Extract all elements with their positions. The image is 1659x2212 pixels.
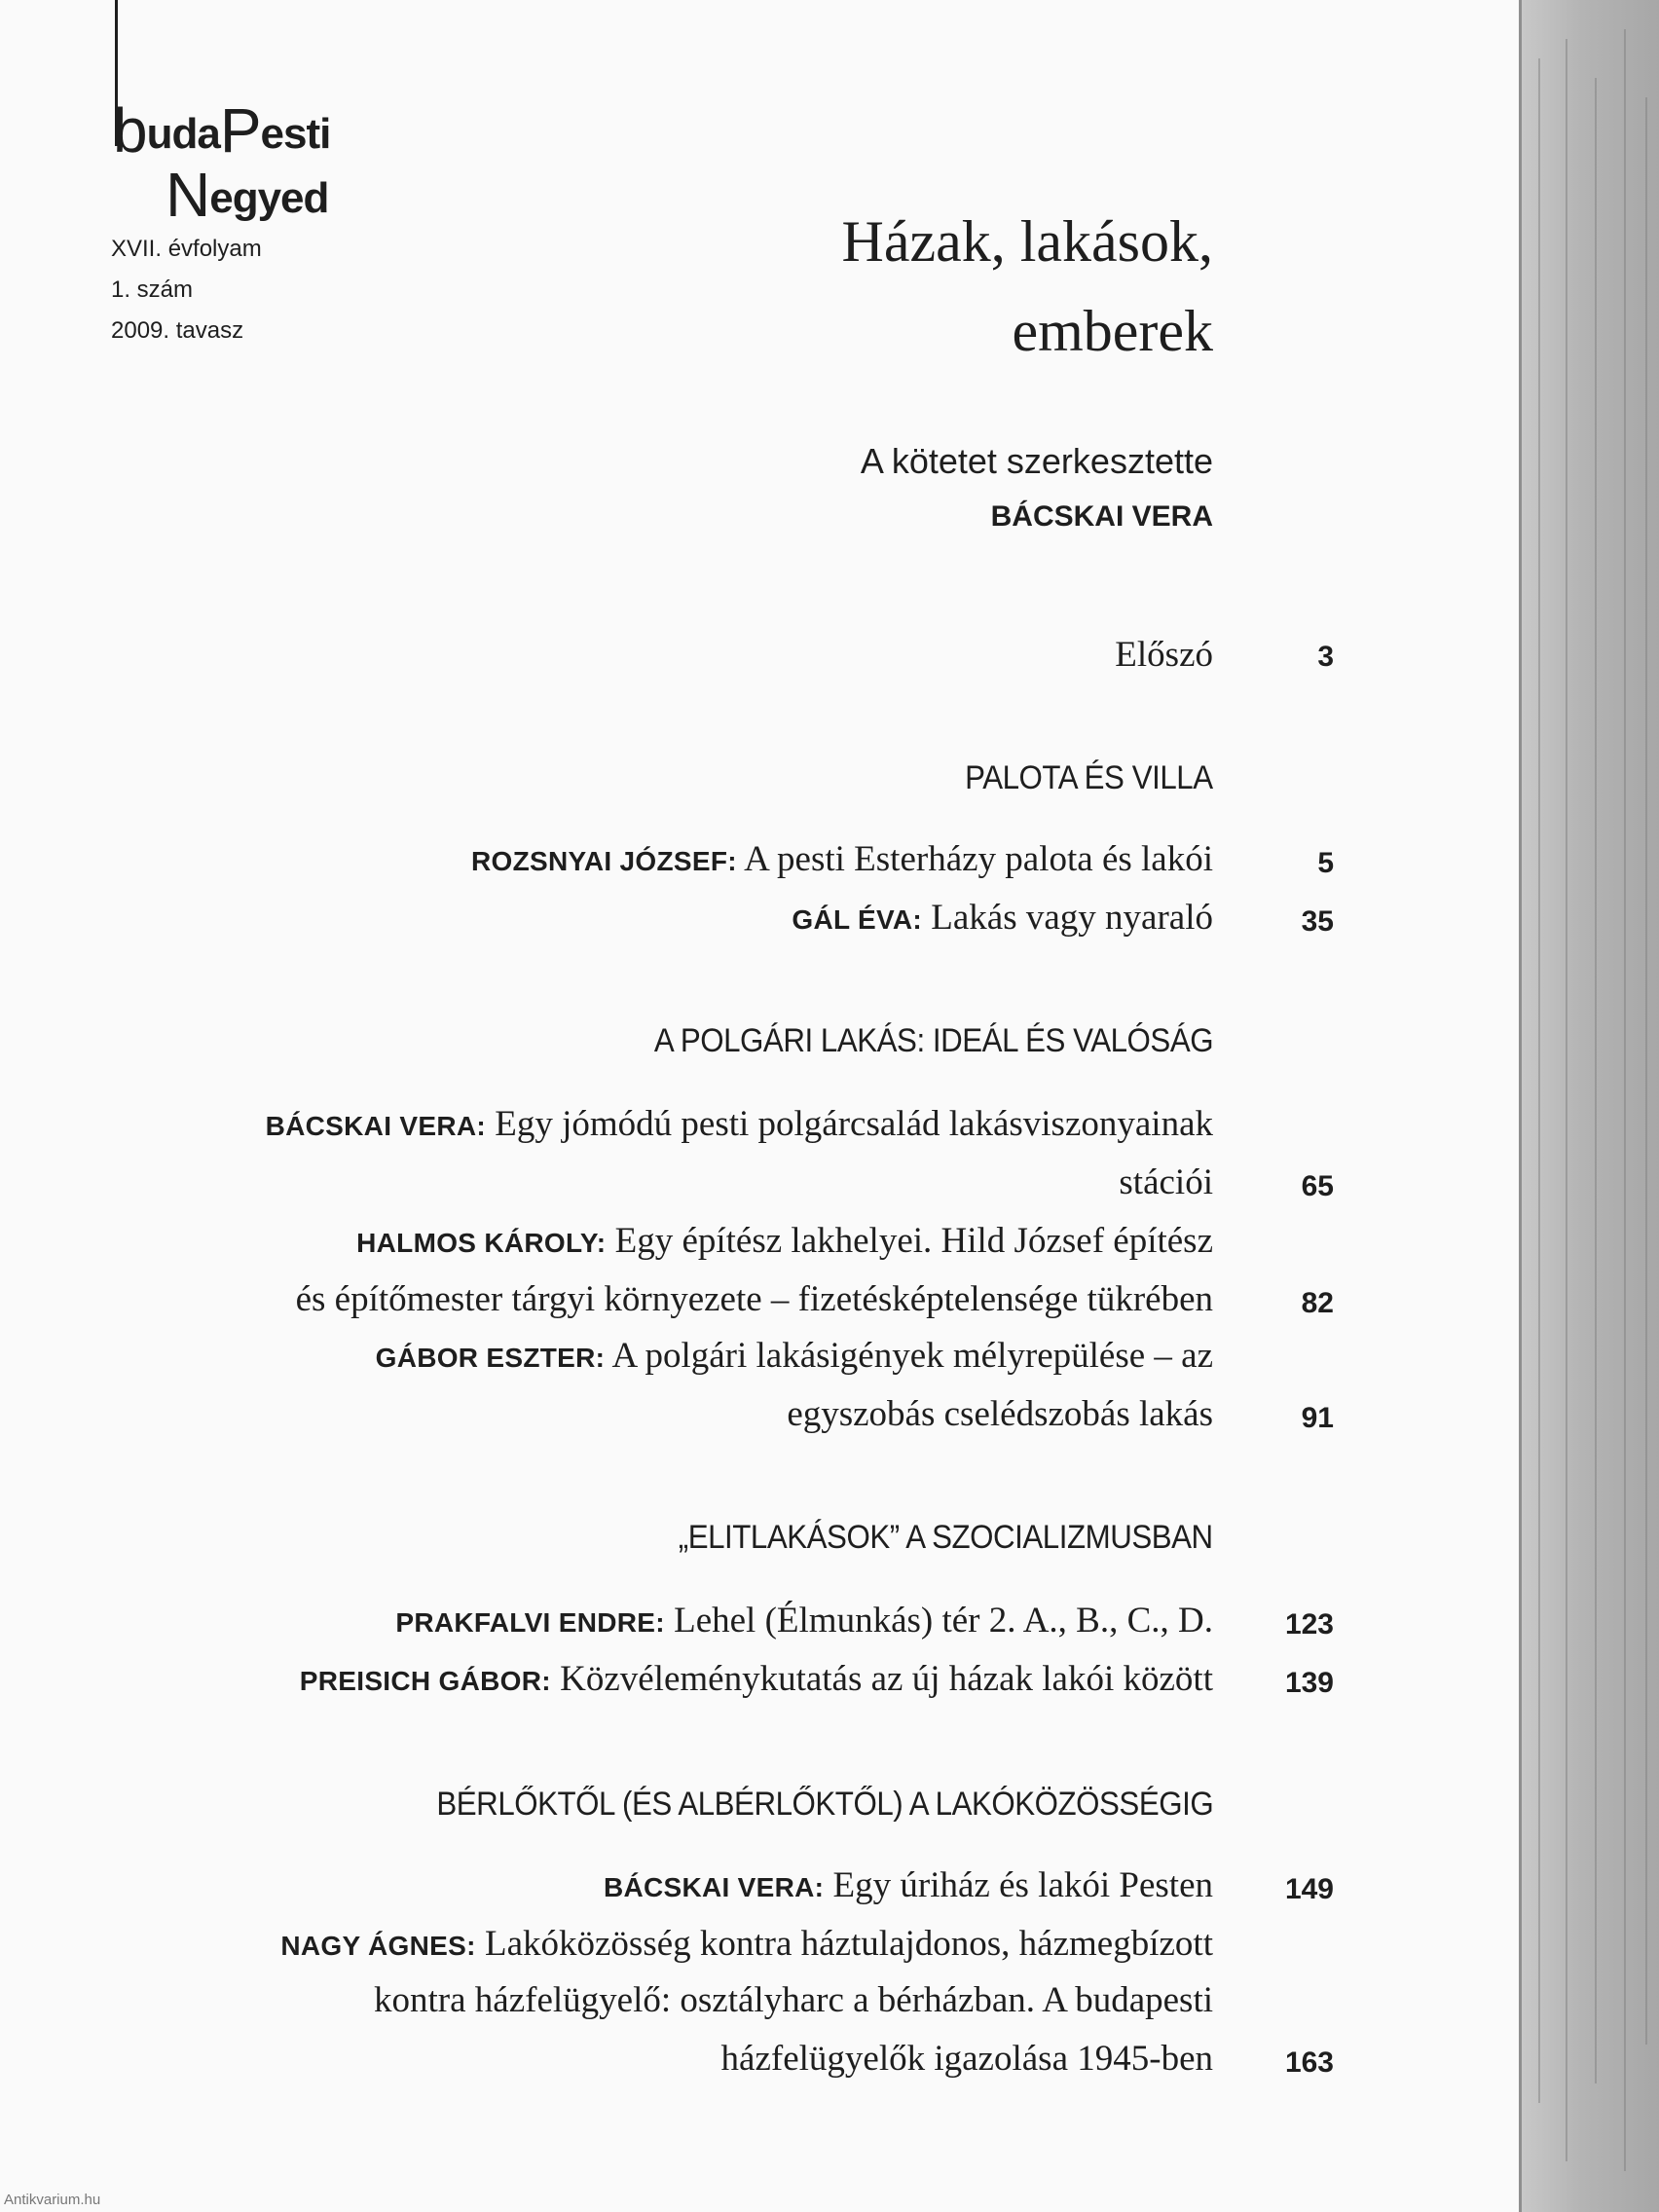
toc-entry-title: Lehel (Élmunkás) tér 2. A., B., C., D.: [674, 1601, 1213, 1641]
toc-entry-continuation: és építőmester tárgyi környezete – fizetésképtelensége tükrében: [295, 1279, 1213, 1319]
page-title-line2: emberek: [1012, 299, 1213, 363]
toc-entry[interactable]: [604, 1867, 1213, 1903]
toc-author: BÁCSKAI VERA:: [603, 1872, 825, 1902]
toc-entry-continuation: egyszobás cselédszobás lakás: [787, 1394, 1213, 1434]
toc-entry[interactable]: [356, 1223, 1213, 1259]
issue-volume: XVII. évfolyam: [111, 236, 262, 262]
toc-entry[interactable]: [395, 1603, 1213, 1639]
page-title-line1: Házak, lakások,: [841, 209, 1213, 274]
toc-page-number: 149: [1284, 1873, 1334, 1905]
section-heading: A POLGÁRI LAKÁS: IDEÁL ÉS VALÓSÁG: [653, 1022, 1213, 1059]
toc-page-number: 163: [1284, 2046, 1334, 2079]
toc-entry[interactable]: [280, 1926, 1213, 1962]
toc-page-number: 82: [1301, 1287, 1334, 1319]
toc-author: ROZSNYAI JÓZSEF:: [470, 846, 737, 876]
section-heading: „ELITLAKÁSOK” A SZOCIALIZMUSBAN: [679, 1519, 1213, 1556]
section-heading: PALOTA ÉS VILLA: [965, 759, 1213, 796]
toc-entry-title: Lakóközösség kontra háztulajdonos, házmegbízott: [484, 1924, 1213, 1964]
toc-entry[interactable]: [792, 900, 1213, 936]
editor-label: A kötetet szerkesztette: [860, 441, 1213, 481]
toc-author: GÁBOR ESZTER:: [375, 1343, 606, 1373]
toc-entry-title: Lakás vagy nyaraló: [931, 898, 1213, 938]
watermark: Antikvarium.hu: [4, 2192, 101, 2208]
toc-author: GÁL ÉVA:: [792, 904, 923, 935]
toc-author: NAGY ÁGNES:: [280, 1931, 476, 1961]
toc-entry[interactable]: [471, 841, 1213, 877]
toc-entry-continuation: stációi: [1119, 1162, 1213, 1202]
toc-page-number: 139: [1284, 1667, 1334, 1699]
toc-page-number: 5: [1317, 847, 1334, 879]
toc-author: HALMOS KÁROLY:: [356, 1228, 607, 1258]
toc-page-number: 35: [1301, 905, 1334, 938]
issue-date: 2009. tavasz: [111, 317, 244, 344]
section-heading: BÉRLŐKTŐL (ÉS ALBÉRLŐKTŐL) A LAKÓKÖZÖSSÉGIG: [436, 1786, 1213, 1823]
adjacent-page-edge: [1519, 0, 1659, 2212]
toc-entry-continuation: házfelügyelők igazolása 1945-ben: [720, 2039, 1213, 2079]
issue-number: 1. szám: [111, 276, 194, 303]
toc-entry[interactable]: [376, 1338, 1213, 1374]
toc-page-number: 91: [1301, 1402, 1334, 1434]
journal-logo-line1: budaPesti: [113, 95, 331, 166]
toc-author: PREISICH GÁBOR:: [299, 1666, 551, 1696]
journal-logo-line2: Negyed: [166, 160, 329, 230]
toc-entry[interactable]: [300, 1661, 1213, 1697]
editor-name: BÁCSKAI VERA: [990, 500, 1213, 533]
toc-entry-title: A pesti Esterházy palota és lakói: [744, 839, 1213, 879]
toc-entry-title: Közvéleménykutatás az új házak lakói között: [560, 1659, 1213, 1699]
toc-page-number: 65: [1301, 1170, 1334, 1202]
toc-entry-continuation: kontra házfelügyelő: osztályharc a bérházban. A budapesti: [374, 1980, 1213, 2020]
toc-entry-title: Egy úriház és lakói Pesten: [832, 1865, 1213, 1905]
toc-entry-title: Egy jómódú pesti polgárcsalád lakásviszonyainak: [495, 1104, 1213, 1144]
toc-author: PRAKFALVI ENDRE:: [395, 1607, 665, 1638]
toc-page-number: 123: [1284, 1608, 1334, 1641]
toc-page-number: 3: [1317, 641, 1334, 673]
toc-entry[interactable]: [266, 1106, 1213, 1142]
toc-entry-title: Előszó: [1115, 635, 1213, 675]
toc-entry-preface[interactable]: [1115, 637, 1213, 673]
toc-entry-title: A polgári lakásigények mélyrepülése – az: [611, 1336, 1213, 1376]
toc-author: BÁCSKAI VERA:: [265, 1111, 486, 1141]
toc-entry-title: Egy építész lakhelyei. Hild József építész: [614, 1221, 1213, 1261]
